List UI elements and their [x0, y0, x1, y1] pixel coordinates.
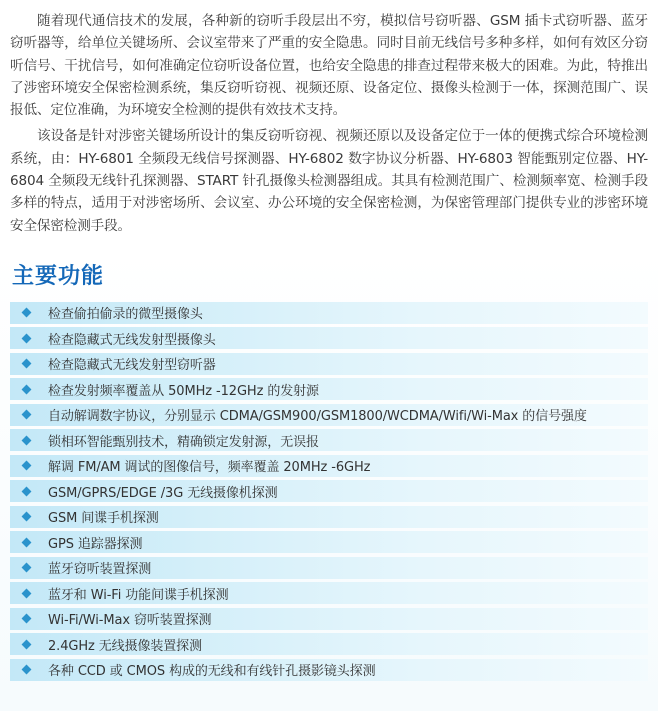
intro-section — [10, 10, 648, 237]
diamond-bullet-icon — [22, 512, 32, 522]
diamond-bullet-icon — [22, 385, 32, 395]
feature-text: 检查隐藏式无线发射型摄像头 — [48, 332, 216, 348]
intro-paragraph-1: 随着现代通信技术的发展，各种新的窃听手段层出不穷，模拟信号窃听器、GSM 插卡式窃听器、蓝牙窃听器等，给单位关键场所、会议室带来了严重的安全隐患。同时目前无线信号多种多样，如何有效区分窃听信号、干扰信号，如何准确定位窃听设备位置，也给安全隐患的排查过程带来极大的困难。为此，特推出了涉密环境安全保密检测系统，集反窃听窃视、视频还原、设备定位、摄像头检测于一体，探测范围广、误报低、定位准确，为环境安全检测的提供有效技术支持。 — [10, 13, 648, 119]
diamond-bullet-icon — [22, 359, 32, 369]
feature-item — [10, 608, 648, 630]
feature-text: 检查发射频率覆盖从 50MHz -12GHz 的发射源 — [48, 383, 319, 399]
diamond-bullet-icon — [22, 308, 32, 318]
diamond-bullet-icon — [22, 589, 32, 599]
diamond-bullet-icon — [22, 436, 32, 446]
feature-text: 自动解调数字协议，分别显示 CDMA/GSM900/GSM1800/WCDMA/Wifi/Wi-Max 的信号强度 — [48, 409, 587, 425]
intro-paragraph-2: 该设备是针对涉密关键场所设计的集反窃听窃视、视频还原以及设备定位于一体的便携式综合环境检测系统，由：HY-6801 全频段无线信号探测器、HY-6802 数字协议分析器、HY-6803 智能甄别定位器、HY-6804 全频段无线针孔探测器、START 针孔摄像头检测器组成。其具有检测范围广、检测频率宽、检测手段多样的特点，适用于对涉密场所、会议室、办公环境的安全保密检测，为保密管理部门提供专业的涉密环境安全保密检测手段。 — [10, 128, 648, 234]
feature-text: 检查偷拍偷录的微型摄像头 — [48, 307, 203, 323]
feature-text: GSM/GPRS/EDGE /3G 无线摄像机探测 — [48, 485, 278, 501]
diamond-bullet-icon — [22, 487, 32, 497]
feature-item — [10, 429, 648, 451]
diamond-bullet-icon — [22, 665, 32, 675]
feature-text: 解调 FM/AM 调试的图像信号，频率覆盖 20MHz -6GHz — [48, 460, 371, 476]
feature-text: 各种 CCD 或 CMOS 构成的无线和有线针孔摄影镜头探测 — [48, 664, 376, 680]
feature-item — [10, 378, 648, 400]
feature-item — [10, 327, 648, 349]
feature-text: 蓝牙窃听装置探测 — [48, 562, 152, 578]
feature-item — [10, 659, 648, 681]
feature-item — [10, 404, 648, 426]
feature-item — [10, 455, 648, 477]
feature-item — [10, 353, 648, 375]
feature-text: Wi-Fi/Wi-Max 窃听装置探测 — [48, 613, 212, 629]
diamond-bullet-icon — [22, 461, 32, 471]
feature-text: 检查隐藏式无线发射型窃听器 — [48, 358, 216, 374]
diamond-bullet-icon — [22, 334, 32, 344]
feature-text: 蓝牙和 Wi-Fi 功能间谍手机探测 — [48, 587, 229, 603]
feature-item — [10, 302, 648, 324]
diamond-bullet-icon — [22, 410, 32, 420]
diamond-bullet-icon — [22, 538, 32, 548]
feature-list — [10, 302, 648, 681]
feature-item — [10, 480, 648, 502]
diamond-bullet-icon — [22, 640, 32, 650]
feature-text: GSM 间谍手机探测 — [48, 511, 159, 527]
section-title: 主要功能 — [12, 263, 105, 289]
feature-item — [10, 582, 648, 604]
feature-text: 2.4GHz 无线摄像装置探测 — [48, 638, 202, 654]
feature-item — [10, 633, 648, 655]
diamond-bullet-icon — [22, 614, 32, 624]
feature-text: 锁相环智能甄别技术，精确锁定发射源，无误报 — [48, 434, 319, 450]
feature-text: GPS 追踪器探测 — [48, 536, 143, 552]
feature-item — [10, 531, 648, 553]
diamond-bullet-icon — [22, 563, 32, 573]
feature-item — [10, 506, 648, 528]
feature-item — [10, 557, 648, 579]
